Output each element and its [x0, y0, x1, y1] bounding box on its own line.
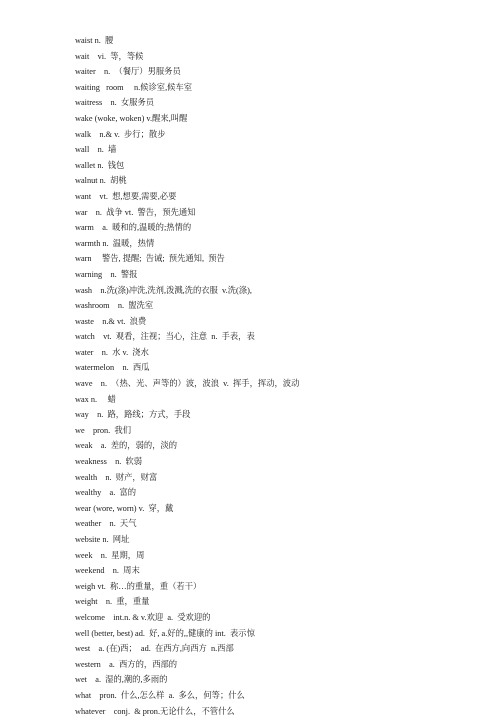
vocabulary-entry: waist n. 腰	[75, 36, 114, 45]
vocabulary-entry: wave n. （热、光、声等的）波，波浪 v. 挥手，挥动，波动	[75, 379, 300, 389]
vocabulary-entry: weak a. 差的，弱的，淡的	[75, 441, 178, 451]
vocabulary-entry: wax n. 蜡	[75, 394, 116, 404]
vocabulary-entry: want vt. 想,想要,需要,必要	[75, 191, 177, 201]
vocabulary-entry: wallet n. 钱包	[75, 160, 125, 170]
vocabulary-entry: western a. 西方的，西部的	[75, 659, 178, 669]
vocabulary-entry: waiting room n.候诊室,候车室	[75, 82, 193, 92]
vocabulary-entry: weather n. 天气	[75, 519, 137, 529]
vocabulary-entry: wash n.洗(涤)冲洗,洗剂,泼溅,洗的衣服 v.洗(涤),	[75, 285, 252, 295]
vocabulary-entry: walk n.& v. 步行；散步	[75, 129, 166, 139]
vocabulary-entry: wait vi. 等，等候	[75, 51, 144, 61]
vocabulary-entry: way n. 路，路线；方式，手段	[75, 410, 191, 420]
vocabulary-entry: wear (wore, worn) v. 穿，戴	[75, 503, 174, 513]
vocabulary-entry: weigh vt. 称…的重量，重（若干）	[75, 581, 202, 591]
vocabulary-list	[75, 33, 299, 719]
vocabulary-entry: war n. 战争 vt. 警告，预先通知	[75, 207, 196, 217]
vocabulary-entry: waste n.& vt. 浪费	[75, 316, 147, 326]
vocabulary-entry: welcome int.n. & v.欢迎 a. 受欢迎的	[75, 612, 211, 622]
vocabulary-entry: water n. 水 v. 浇水	[75, 347, 149, 357]
vocabulary-entry: website n. 网址	[75, 535, 130, 544]
vocabulary-entry: weekend n. 周末	[75, 566, 140, 576]
vocabulary-entry: waiter n. （餐厅）男服务员	[75, 67, 181, 77]
vocabulary-entry: weakness n. 软弱	[75, 457, 143, 467]
vocabulary-entry: washroom n. 盥洗室	[75, 301, 154, 311]
vocabulary-entry: watch vt. 观看，注视；当心，注意 n. 手表，表	[75, 332, 255, 342]
vocabulary-entry: whatever conj. & pron.无论什么，不管什么	[75, 706, 235, 716]
vocabulary-entry: warn 警告, 提醒; 告诫; 预先通知, 预告	[75, 254, 225, 264]
vocabulary-entry: wealth n. 财产，财富	[75, 472, 158, 482]
vocabulary-entry: week n. 星期，周	[75, 550, 145, 560]
vocabulary-entry: watermelon n. 西瓜	[75, 363, 150, 373]
vocabulary-entry: wake (woke, woken) v.醒来,叫醒	[75, 113, 188, 123]
vocabulary-entry: what pron. 什么,怎么样 a. 多么，何等；什么	[75, 690, 245, 700]
vocabulary-entry: wealthy a. 富的	[75, 488, 137, 498]
vocabulary-entry: wall n. 墙	[75, 145, 117, 155]
vocabulary-entry: weight n. 重，重量	[75, 597, 150, 607]
vocabulary-entry: we pron. 我们	[75, 425, 131, 435]
vocabulary-entry: wet a. 湿的,潮的,多雨的	[75, 675, 168, 685]
vocabulary-entry: warm a. 暖和的,温暖的;热情的	[75, 223, 192, 233]
vocabulary-entry: warmth n. 温暖，热情	[75, 238, 155, 248]
vocabulary-entry: well (better, best) ad. 好, a.好的,,健康的 int. 表示惊	[75, 628, 255, 638]
vocabulary-entry: walnut n. 胡桃	[75, 176, 127, 186]
vocabulary-entry: west a. (在)西； ad. 在西方,向西方 n.西部	[75, 644, 234, 654]
vocabulary-entry: warning n. 警报	[75, 269, 138, 279]
vocabulary-entry: waitress n. 女服务员	[75, 98, 155, 108]
